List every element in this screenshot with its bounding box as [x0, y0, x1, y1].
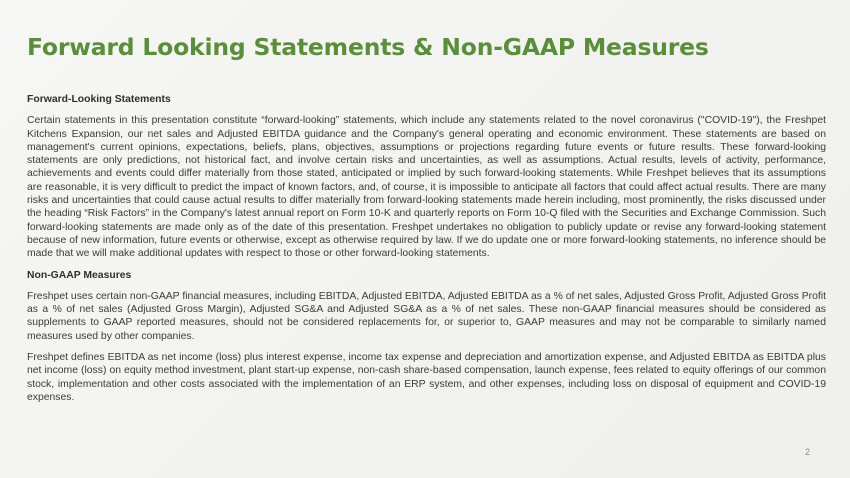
slide-title: Forward Looking Statements & Non-GAAP Measures	[27, 33, 709, 61]
non-gaap-section	[27, 269, 826, 405]
non-gaap-paragraph-definitions: Freshpet defines EBITDA as net income (loss) plus interest expense, income tax expense and depreciation and amortization expense, and Adjusted EBITDA as EBITDA plus net income (loss) on equity method investment, plant start-up expense, non-cash share-based compensation, launch expense, fees related to equity offerings of our common stock, implementation and other costs associated with the implementation of an ERP system, and other expenses, including loss on disposal of equipment and COVID-19 expenses.	[27, 352, 826, 403]
forward-looking-paragraph: Certain statements in this presentation constitute “forward-looking” statements, which include any statements related to the novel coronavirus ("COVID-19"), the Freshpet Kitchens Expansion, our net sales and Adjusted EBITDA guidance and the Company's general operating and economic environment. These statements are based on management's current opinions, expectations, beliefs, plans, objectives, assumptions or projections regarding future events or future results. These forward-looking statements are only predictions, not historical fact, and involve certain risks and uncertainties, as well as assumptions. Actual results, levels of activity, performance, achievements and events could differ materially from those stated, anticipated or implied by such forward-looking statements. While Freshpet believes that its assumptions are reasonable, it is very difficult to predict the impact of known factors, and, of course, it is impossible to anticipate all factors that could affect actual results. There are many risks and uncertainties that could cause actual results to differ materially from forward-looking statements made herein including, most prominently, the risks discussed under the heading “Risk Factors” in the Company's latest annual report on Form 10-K and quarterly reports on Form 10-Q filed with the Securities and Exchange Commission. Such forward-looking statements are made only as of the date of this presentation. Freshpet undertakes no obligation to publicly update or revise any forward-looking statement because of new information, future events or otherwise, except as otherwise required by law. If we do update one or more forward-looking statements, no inference should be made that we will make additional updates with respect to those or other forward-looking statements.	[27, 115, 826, 260]
section-heading-forward-looking: Forward-Looking Statements	[27, 94, 171, 105]
section-heading-non-gaap: Non-GAAP Measures	[27, 269, 132, 281]
slide-body	[27, 93, 826, 404]
forward-looking-section	[27, 93, 826, 261]
page-number: 2	[804, 447, 810, 457]
non-gaap-paragraph-usage: Freshpet uses certain non-GAAP financial measures, including EBITDA, Adjusted EBITDA, Adjusted EBITDA as a % of net sales, Adjusted Gross Profit, Adjusted Gross Profit as a % of net sales (Adjusted Gross Margin), Adjusted SG&A and Adjusted SG&A as a % of net sales. These non-GAAP financial measures should be considered as supplements to GAAP reported measures, should not be considered replacements for, or superior to, GAAP measures and may not be comparable to similarly named measures used by other companies.	[27, 290, 826, 342]
